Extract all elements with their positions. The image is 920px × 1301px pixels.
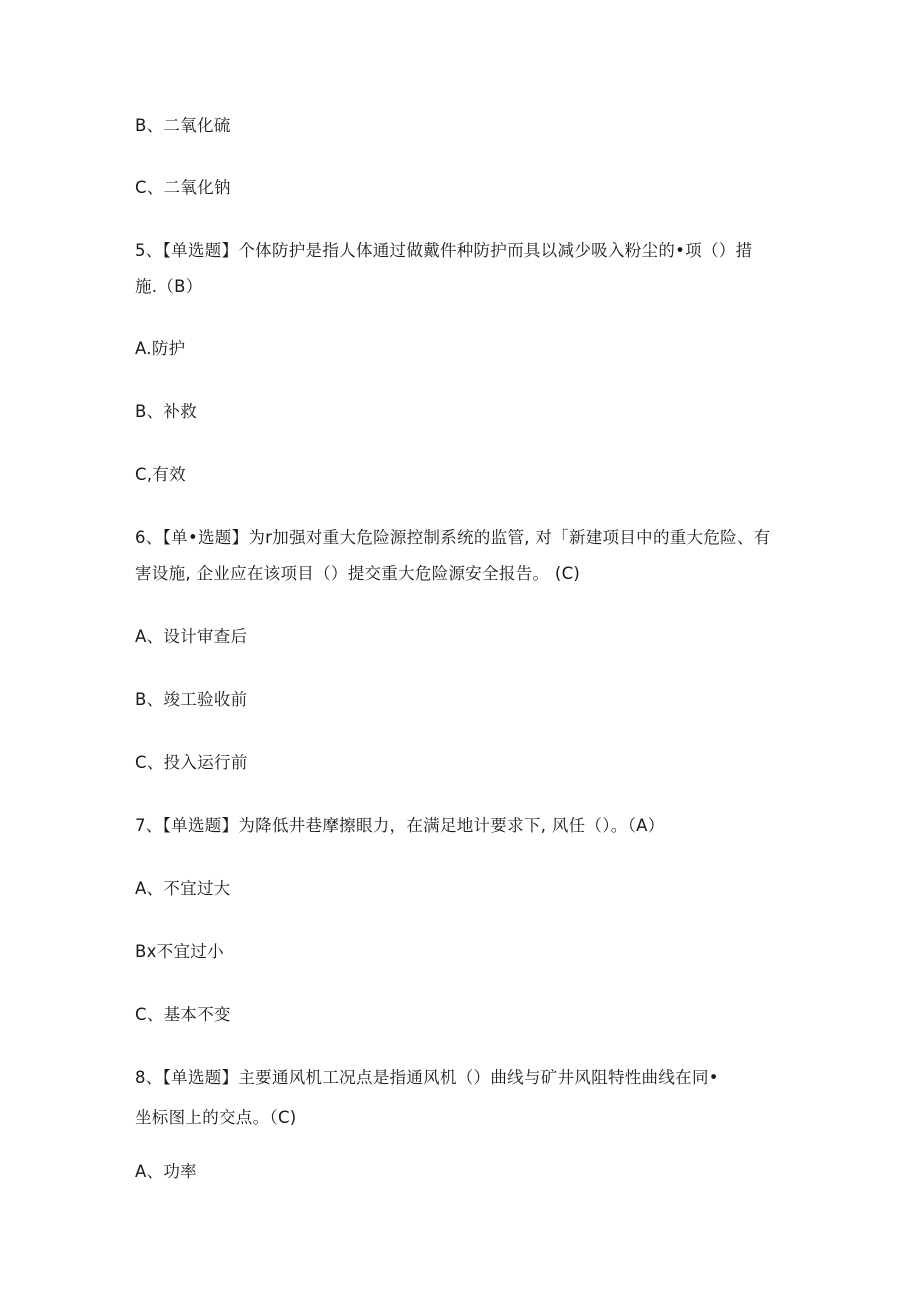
option-b-q6: B、竣工验收前 <box>135 690 248 709</box>
question-6-line-1: 6、【单•选题】为r加强对重大危险源控制系统的监管, 对「新建项目中的重大危险、有 <box>135 528 771 547</box>
option-c-q4: C、二氧化钠 <box>135 178 231 197</box>
question-6-line-2: 害设施, 企业应在该项目（）提交重大危险源安全报告。 (C) <box>135 564 581 583</box>
option-c-q5: C,有效 <box>135 465 186 484</box>
option-a-q7: A、不宜过大 <box>135 879 231 898</box>
option-b-q7: Bx不宜过小 <box>135 942 224 961</box>
option-b-q4: B、二氧化硫 <box>135 116 231 135</box>
question-5-line-2: 施.（B） <box>135 277 203 296</box>
option-c-q6: C、投入运行前 <box>135 753 248 772</box>
option-c-q7: C、基本不变 <box>135 1005 231 1024</box>
question-5-line-1: 5、【单选题】个体防护是指人体通过做戴件种防护而具以减少吸入粉尘的•项（）措 <box>135 241 753 260</box>
question-7-line-1: 7、【单选题】为降低井巷摩擦眼力，在满足地计要求下, 风任（）。（A） <box>135 816 665 835</box>
question-8-line-1: 8、【单选题】主要通风机工况点是指通风机（）曲线与矿井风阻特性曲线在同• <box>135 1068 719 1087</box>
question-8-line-2: 坐标图上的交点。（C) <box>135 1108 297 1127</box>
option-a-q8: A、功率 <box>135 1162 197 1181</box>
option-b-q5: B、补救 <box>135 402 198 421</box>
option-a-q5: A.防护 <box>135 339 186 358</box>
option-a-q6: A、设计审查后 <box>135 627 248 646</box>
